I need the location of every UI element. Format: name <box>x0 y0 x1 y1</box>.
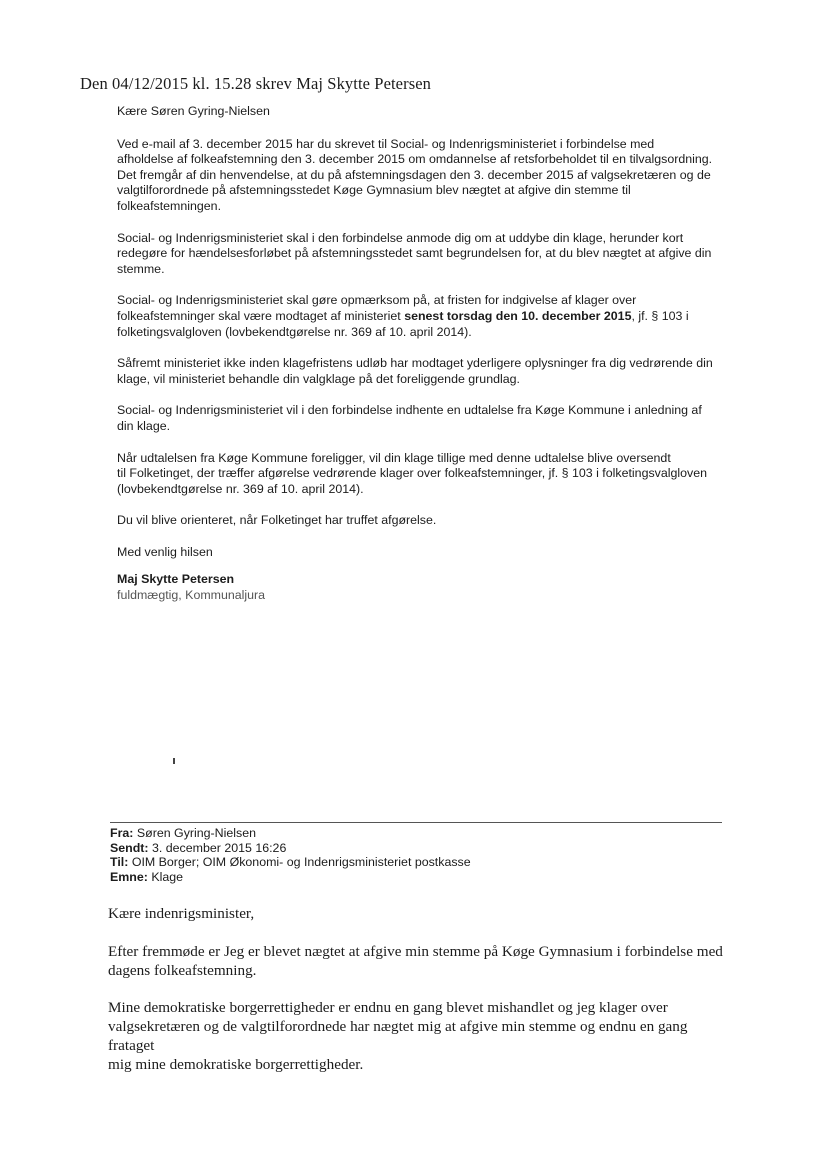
reply-salutation: Kære Søren Gyring-Nielsen <box>117 104 270 118</box>
text-line: Efter fremmøde er Jeg er blevet nægtet at afgive min stemme på Køge Gymnasium i forbindelse med <box>108 943 723 960</box>
from-value: Søren Gyring-Nielsen <box>136 826 257 840</box>
signature-title: fuldmægtig, Kommunaljura <box>117 588 266 603</box>
message-divider <box>110 822 722 823</box>
text-line: Såfremt ministeriet ikke inden klagefristens udløb har modtaget yderligere oplysninger fra dig vedrørende din <box>117 356 713 371</box>
signature-name: Maj Skytte Petersen <box>117 572 235 587</box>
original-message-header <box>110 826 730 884</box>
reply-email-body <box>117 104 737 604</box>
text-line: mig mine demokratiske borgerrettigheder. <box>108 1056 364 1073</box>
text-line: Det fremgår af din henvendelse, at du på afstemningsdagen den 3. december 2015 af valgsekretæren og de <box>117 167 711 182</box>
reply-paragraph-5 <box>117 403 737 434</box>
original-greeting: Kære indenrigsminister, <box>108 905 255 922</box>
reply-paragraph-3 <box>117 293 737 340</box>
text-line: til Folketinget, der træffer afgørelse vedrørende klager over folkeafstemninger, jf. § 103 i folketingsvalgloven <box>117 466 708 481</box>
text-line: dagens folkeafstemning. <box>108 962 257 979</box>
reply-paragraph-2 <box>117 231 737 278</box>
from-label: Fra: <box>110 826 134 840</box>
text-line: (lovbekendtgørelse nr. 369 af 10. april 2014). <box>117 481 364 496</box>
to-row <box>110 855 730 870</box>
text-line: afholdelse af folkeafstemning den 3. december 2015 om omdannelse af retsforbeholdet til en tilvalgsordning. <box>117 152 713 167</box>
original-paragraph-2 <box>108 998 728 1074</box>
text-line: klage, vil ministeriet behandle din valgklage på det foreliggende grundlag. <box>117 371 520 386</box>
subject-row <box>110 870 730 885</box>
text-line: redegøre for hændelsesforløbet på afstemningsstedet samt begrundelsen for, at du blev nægtet at afgive din <box>117 246 712 261</box>
sent-label: Sendt: <box>110 840 149 855</box>
deadline-emphasis: senest torsdag den 10. december 2015 <box>404 308 632 323</box>
text-line: Social- og Indenrigsministeriet vil i den forbindelse indhente en udtalelse fra Køge Kommune i anledning af <box>117 403 702 418</box>
original-paragraph-1 <box>108 942 728 980</box>
text-line: Når udtalelsen fra Køge Kommune foreligger, vil din klage tillige med denne udtalelse blive oversendt <box>117 450 671 465</box>
reply-closing: Med venlig hilsen <box>117 544 213 559</box>
text-line: , jf. § 103 i <box>631 308 689 323</box>
reply-paragraph-6 <box>117 451 737 498</box>
reply-paragraph-1 <box>117 137 737 215</box>
text-line: folkeafstemninger skal være modtaget af ministeriet <box>117 308 405 323</box>
original-message-body <box>108 904 728 1092</box>
forward-header-line: Den 04/12/2015 kl. 15.28 skrev Maj Skytte Petersen <box>80 74 432 93</box>
text-line: Social- og Indenrigsministeriet skal i den forbindelse anmode dig om at uddybe din klage, herunder kort <box>117 230 684 245</box>
text-line: Mine demokratiske borgerrettigheder er endnu en gang blevet mishandlet og jeg klager over <box>108 999 668 1016</box>
text-line: valgtilforordnede på afstemningsstedet Køge Gymnasium blev nægtet at afgive din stemme til <box>117 183 631 198</box>
reply-paragraph-4 <box>117 356 737 387</box>
text-line: din klage. <box>117 418 171 433</box>
to-label: Til: <box>110 855 129 870</box>
text-line: folkeafstemningen. <box>117 198 222 213</box>
sent-value: 3. december 2015 16:26 <box>152 840 287 855</box>
reply-paragraph-7 <box>117 513 737 529</box>
subject-label: Emne: <box>110 869 148 884</box>
text-line: Du vil blive orienteret, når Folketinget har truffet afgørelse. <box>117 513 437 528</box>
text-line: valgsekretæren og de valgtilforordnede har nægtet mig at afgive min stemme og endnu en gang frataget <box>108 1018 688 1054</box>
to-value: OIM Borger; OIM Økonomi- og Indenrigsministeriet postkasse <box>131 855 471 870</box>
subject-value: Klage <box>151 869 184 884</box>
text-line: stemme. <box>117 261 165 276</box>
scan-speck <box>173 758 175 764</box>
text-line: folketingsvalgloven (lovbekendtgørelse nr. 369 af 10. april 2014). <box>117 324 472 339</box>
from-row <box>110 826 730 841</box>
text-line: Ved e-mail af 3. december 2015 har du skrevet til Social- og Indenrigsministeriet i forbindelse med <box>117 136 655 151</box>
text-line: Social- og Indenrigsministeriet skal gøre opmærksom på, at fristen for indgivelse af klager over <box>117 293 637 308</box>
sent-row <box>110 841 730 856</box>
